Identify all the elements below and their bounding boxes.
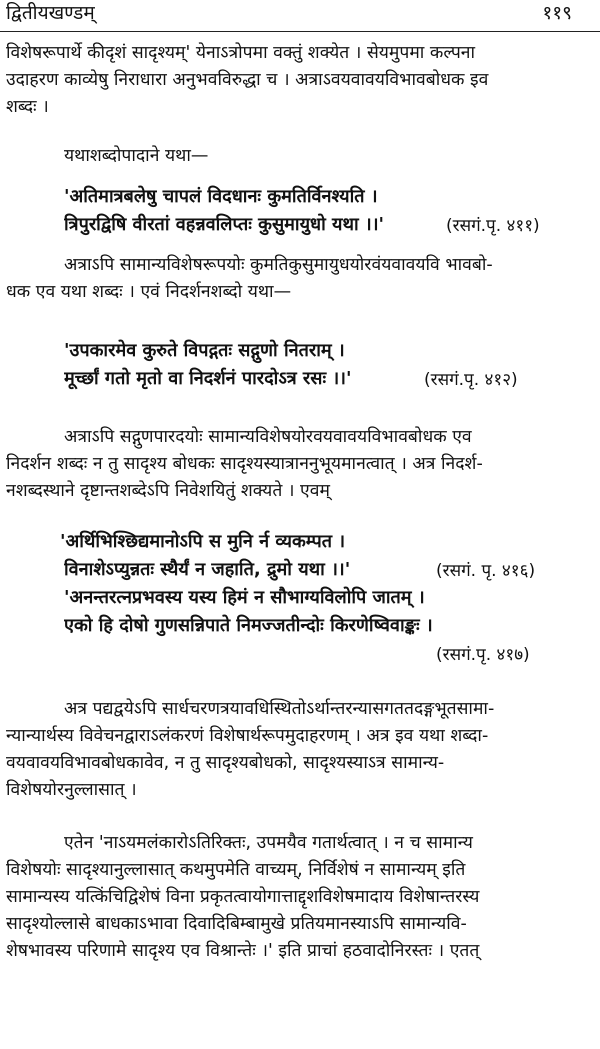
header-rule bbox=[0, 31, 600, 32]
text-line: धक एव यथा शब्दः । एवं निदर्शनशब्दो यथा— bbox=[6, 282, 292, 302]
text-line: अत्राऽपि सामान्यविशेषरूपयोः कुमतिकुसुमायुधयोरवंयवावयवि भावबो- bbox=[64, 255, 493, 275]
text-line: सामान्यस्य यत्किंचिद्विशेषं विना प्रकृतत्वायोगात्ताद्दृशविशेषमादाय विशेषान्तरस्य bbox=[6, 887, 480, 907]
text-line: विशेषरूपार्थे कीदृशं सादृश्यम्' येनाऽत्रोपमा वक्तुं शक्येत । सेयमुपमा कल्पना bbox=[6, 43, 476, 63]
verse-line: एको हि दोषो गुणसन्निपाते निमज्जतीन्दोः किरणेष्विवाङ्कः । bbox=[64, 615, 433, 636]
text-line: निदर्शन शब्दः न तु सादृश्य बोधकः सादृश्यस्यात्राननुभूयमानत्वात् । अत्र निदर्श- bbox=[6, 454, 483, 474]
running-header bbox=[0, 0, 600, 30]
page-number: ११९ bbox=[542, 2, 572, 24]
text-line: शेषभावस्य परिणामे सादृश्य एव विश्रान्तेः ।' इति प्राचां हठवादोनिरस्तः । एतत् bbox=[6, 941, 480, 961]
verse-line: त्रिपुरद्विषि वीरतां वहन्नवलिप्तः कुसुमायुधो यथा ।।' bbox=[64, 214, 385, 235]
verse-line: 'उपकारमेव कुरुते विपद्गतः सद्गुणो नितराम् । bbox=[64, 340, 345, 361]
citation: (रसगं.पृ. ४१७) bbox=[436, 645, 530, 665]
text-line: विशेषयोः सादृश्यानुल्लासात् कथमुपमेति वाच्यम्, निर्विशेषं न सामान्यम् इति bbox=[6, 860, 466, 880]
verse-line: विनाशेऽप्युन्नतः स्थैर्यं न जहाति, द्रुमो यथा ।।' bbox=[64, 559, 351, 580]
citation: (रसगं. पृ. ४१६) bbox=[436, 561, 536, 581]
verse-line: मूर्च्छां गतो मृतो वा निदर्शनं पारदोऽत्र रसः ।।' bbox=[64, 368, 352, 389]
text-line: वयवावयविभावबोधकावेव, न तु सादृश्यबोधको, सादृश्यस्याऽत्र सामान्य- bbox=[6, 753, 445, 773]
text-line: सादृश्योल्लासे बाधकाऽभावा दिवादिबिम्बामुखे प्रतियमानस्याऽपि सामान्यवि- bbox=[6, 914, 467, 934]
text-line: उदाहरण काव्येषु निराधारा अनुभवविरुद्धा च । अत्राऽवयवावयविभावबोधक इव bbox=[6, 70, 489, 90]
text-line: अत्र पद्यद्वयेऽपि सार्धचरणत्रयावधिस्थितोऽर्थान्तरन्यासगततदङ्गभूतसामा- bbox=[64, 699, 495, 719]
text-line: शब्दः । bbox=[6, 97, 49, 117]
verse-line: 'अर्थिभिश्छिद्यमानोऽपि स मुनि र्न व्यकम्पत । bbox=[60, 531, 346, 552]
text-line: नशब्दस्थाने दृष्टान्तशब्देऽपि निवेशयितुं शक्यते । एवम् bbox=[6, 481, 330, 501]
text-line: एतेन 'नाऽयमलंकारोऽतिरिक्तः, उपमयैव गतार्थत्वात् । न च सामान्य bbox=[64, 833, 473, 853]
citation: (रसगं.पृ. ४११) bbox=[446, 216, 540, 236]
verse-line: 'अनन्तरत्नप्रभवस्य यस्य हिमं न सौभाग्यविलोपि जातम् । bbox=[64, 587, 425, 608]
citation: (रसगं.पृ. ४१२) bbox=[424, 370, 518, 390]
text-line: अत्राऽपि सद्गुणपारदयोः सामान्यविशेषयोरवयवावयविभावबोधक एव bbox=[64, 427, 472, 447]
verse-line: 'अतिमात्रबलेषु चापलं विदधानः कुमतिर्विनश्यति । bbox=[64, 186, 378, 207]
text-line: विशेषयोरनुल्लासात् । bbox=[6, 780, 137, 800]
text-line: न्यान्यार्थस्य विवेचनद्वाराऽलंकरणं विशेषार्थरूपमुदाहरणम् । अत्र इव यथा शब्दा- bbox=[6, 726, 489, 746]
text-line: यथाशब्दोपादाने यथा— bbox=[64, 146, 209, 166]
running-title: द्वितीयखण्डम् bbox=[6, 2, 95, 24]
